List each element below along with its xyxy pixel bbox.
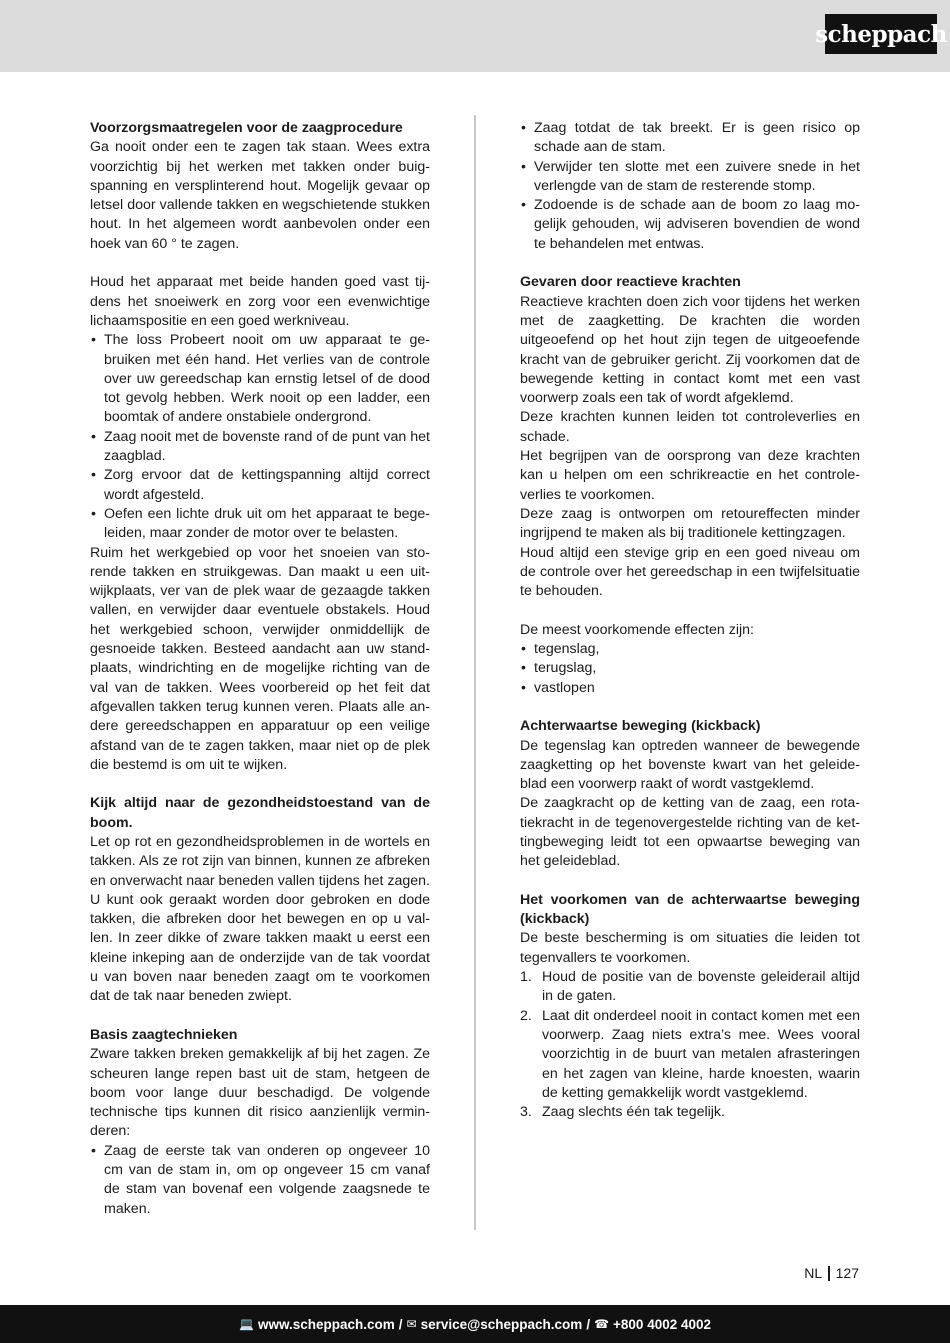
right-column xyxy=(520,119,860,1122)
page-language: NL xyxy=(804,1265,823,1281)
list-item: • terugslag, xyxy=(520,659,860,678)
scheppach-logo: scheppach xyxy=(825,14,937,54)
list-text: Houd de positie van de bovenste geleiderail altijd in de gaten. xyxy=(542,969,860,1005)
footer-separator: / xyxy=(586,1316,591,1332)
paragraph: Deze krachten kunnen leiden tot controleverlies en schade. xyxy=(520,409,860,445)
paragraph: Let op rot en gezondheidsproblemen in de wortels en takken. Als ze rot zijn van binnen, kunnen ze afbreken en onverwacht naar beneden vallen tijdens het zagen. xyxy=(90,833,430,889)
list-number: 3. xyxy=(520,1104,532,1121)
list-text: Zaag slechts één tak tegelijk. xyxy=(542,1104,725,1121)
paragraph: Houd het apparaat met beide handen goed vast tijdens het snoeiwerk en zorg voor een evenwichtige lichaamspositie en een goed werkniveau. xyxy=(90,274,430,329)
section-heading-tree-health: Kijk altijd naar de gezondheidstoestand van de boom. xyxy=(90,795,430,831)
paragraph: De meest voorkomende effecten zijn: xyxy=(520,621,754,638)
list-text: Laat dit onderdeel nooit in contact komen met een voorwerp. Zaag niets extra’s mee. Wees vooral voorzichtig in de buurt van metalen afrasteringen en het zagen van kleine, harde knoesten, waarin de ketting gemakkelijk wordt vastgeklemd. xyxy=(542,1007,860,1101)
list-number: 1. xyxy=(520,969,532,986)
page-number xyxy=(804,1265,859,1281)
section-heading-precautions: Voorzorgsmaatregelen voor de zaagprocedure xyxy=(90,120,403,136)
telephone-icon: ☎ xyxy=(594,1317,610,1331)
list-item: • Oefen een lichte druk uit om het apparaat te begeleiden, maar zonder de motor over te belasten. xyxy=(90,505,430,544)
column-divider xyxy=(474,115,476,1230)
section-heading-kickback-prevention: Het voorkomen van de achterwaartse beweging (kickback) xyxy=(520,891,860,928)
bullet-list xyxy=(520,119,860,254)
header-band xyxy=(0,0,950,72)
numbered-list xyxy=(520,968,860,1122)
computer-icon: 💻 xyxy=(238,1317,254,1331)
list-item: • The loss Probeert nooit om uw apparaat te gebruiken met één hand. Het verlies van de controle over uw gereedschap kan ernstig letsel of de dood tot gevolg hebben. Werk nooit op een ladder, een boomtak of andere onstabiele ondergrond. xyxy=(90,331,430,427)
list-item: • Zaag totdat de tak breekt. Er is geen risico op schade aan de stam. xyxy=(520,119,860,158)
paragraph: Ruim het werkgebied op voor het snoeien van storende takken en struikgewas. Dan maakt u een uitwijkplaats, ver van de plek waar de gezaagde takken vallen, en verwijder daar eventuele obstakels. Houd het werkgebied schoon, verwijder onmiddellijk de gesnoeide takken. Besteed aandacht aan uw standplaats, windrichting en de mogelijke richting van de val van de takken. Wees voorbereid op het feit dat afgevallen takken terug kunnen veren. Plaats alle andere gereedschappen en apparatuur op een veilige afstand van de te zagen takken, maar niet op de plek die bestemd is om uit te wijken. xyxy=(90,544,430,773)
paragraph: Reactieve krachten doen zich voor tijdens het werken met de zaagketting. De krachten die worden uitgeoefend op het hout zijn tegen de uitgeoefende kracht van de gebruiker gericht. Zij voorkomen dat de bewegende ketting in contact komt met een vast voorwerp zoals een tak of wordt afgeklemd. xyxy=(520,293,860,407)
paragraph: Zware takken breken gemakkelijk af bij het zagen. Ze scheuren lange repen bast uit de stam, hetgeen de boom voor lange duur beschadigd. De volgende technische tips kunnen dit risico aanzienlijk verminderen: xyxy=(90,1046,430,1140)
section-heading-basic-techniques: Basis zaagtechnieken xyxy=(90,1026,238,1043)
footer-separator: / xyxy=(398,1316,403,1332)
paragraph: Het begrijpen van de oorsprong van deze krachten kan u helpen om een schrikreactie en het controleverlies te voorkomen. xyxy=(520,448,860,503)
bullet-list xyxy=(90,1142,430,1219)
footer-website[interactable]: www.scheppach.com xyxy=(257,1316,395,1332)
list-item xyxy=(520,1007,860,1103)
list-item: • vastlopen xyxy=(520,679,860,698)
bullet-list xyxy=(90,331,430,543)
paragraph: De tegenslag kan optreden wanneer de bewegende zaagketting op het bovenste kwart van het geleideblad een voorwerp raakt of wordt vastgeklemd. xyxy=(520,737,860,793)
list-item xyxy=(520,1103,860,1122)
footer-email[interactable]: service@scheppach.com xyxy=(420,1316,583,1332)
footer-phone[interactable]: +800 4002 4002 xyxy=(613,1316,712,1332)
list-item: • Zodoende is de schade aan de boom zo laag mogelijk gehouden, wij adviseren bovendien de wond te behandelen met entwas. xyxy=(520,196,860,254)
list-item: • tegenslag, xyxy=(520,640,860,659)
left-column xyxy=(90,119,430,1219)
paragraph: De beste bescherming is om situaties die leiden tot tegenvallers te voorkomen. xyxy=(520,930,860,966)
paragraph: U kunt ook geraakt worden door gebroken en dode takken, die afbreken door het bewegen en op u vallen. In zeer dikke of zware takken maakt u eerst een kleine inkeping aan de onderzijde van de tak voordat u van boven naar beneden zaagt om te voorkomen dat de tak naar beneden zwiept. xyxy=(90,891,430,1005)
page-number-value: 127 xyxy=(835,1265,859,1281)
list-item: • Zaag de eerste tak van onderen op ongeveer 10 cm van de stam in, om op ongeveer 15 cm vanaf de stam van bovenaf een volgende zaagsnede te maken. xyxy=(90,1142,430,1219)
list-item xyxy=(520,968,860,1007)
page-number-separator xyxy=(828,1266,830,1281)
paragraph: Ga nooit onder een te zagen tak staan. Wees extra voorzichtig bij het werken met takken onder buigspanning en versplinterend hout. Mogelijk gevaar op letsel door vallende takken en wegschietende stukken hout. In het algemeen wordt aanbevolen onder een hoek van 60 ° te zagen. xyxy=(90,139,430,252)
paragraph: De zaagkracht op de ketting van de zaag, een rotatiekracht in de tegenovergestelde richting van de kettingbeweging leidt tot een opwaartse beweging van het geleideblad. xyxy=(520,795,860,870)
list-number: 2. xyxy=(520,1007,532,1024)
paragraph: Deze zaag is ontworpen om retoureffecten minder ingrijpend te maken als bij traditionele kettingzagen. xyxy=(520,505,860,542)
section-heading-kickback: Achterwaartse beweging (kickback) xyxy=(520,718,761,735)
bullet-list xyxy=(520,640,860,698)
envelope-icon: ✉ xyxy=(406,1317,417,1331)
list-item: • Verwijder ten slotte met een zuivere snede in het verlengde van de stam de resterende stomp. xyxy=(520,158,860,197)
footer-bar xyxy=(0,1305,950,1343)
list-item: • Zorg ervoor dat de kettingspanning altijd correct wordt afgesteld. xyxy=(90,466,430,505)
list-item: • Zaag nooit met de bovenste rand of de punt van het zaagblad. xyxy=(90,428,430,467)
section-heading-reactive-forces: Gevaren door reactieve krachten xyxy=(520,274,741,291)
paragraph: Houd altijd een stevige grip en een goed niveau om de controle over het gereedschap in een twijfelsituatie te behouden. xyxy=(520,544,860,600)
